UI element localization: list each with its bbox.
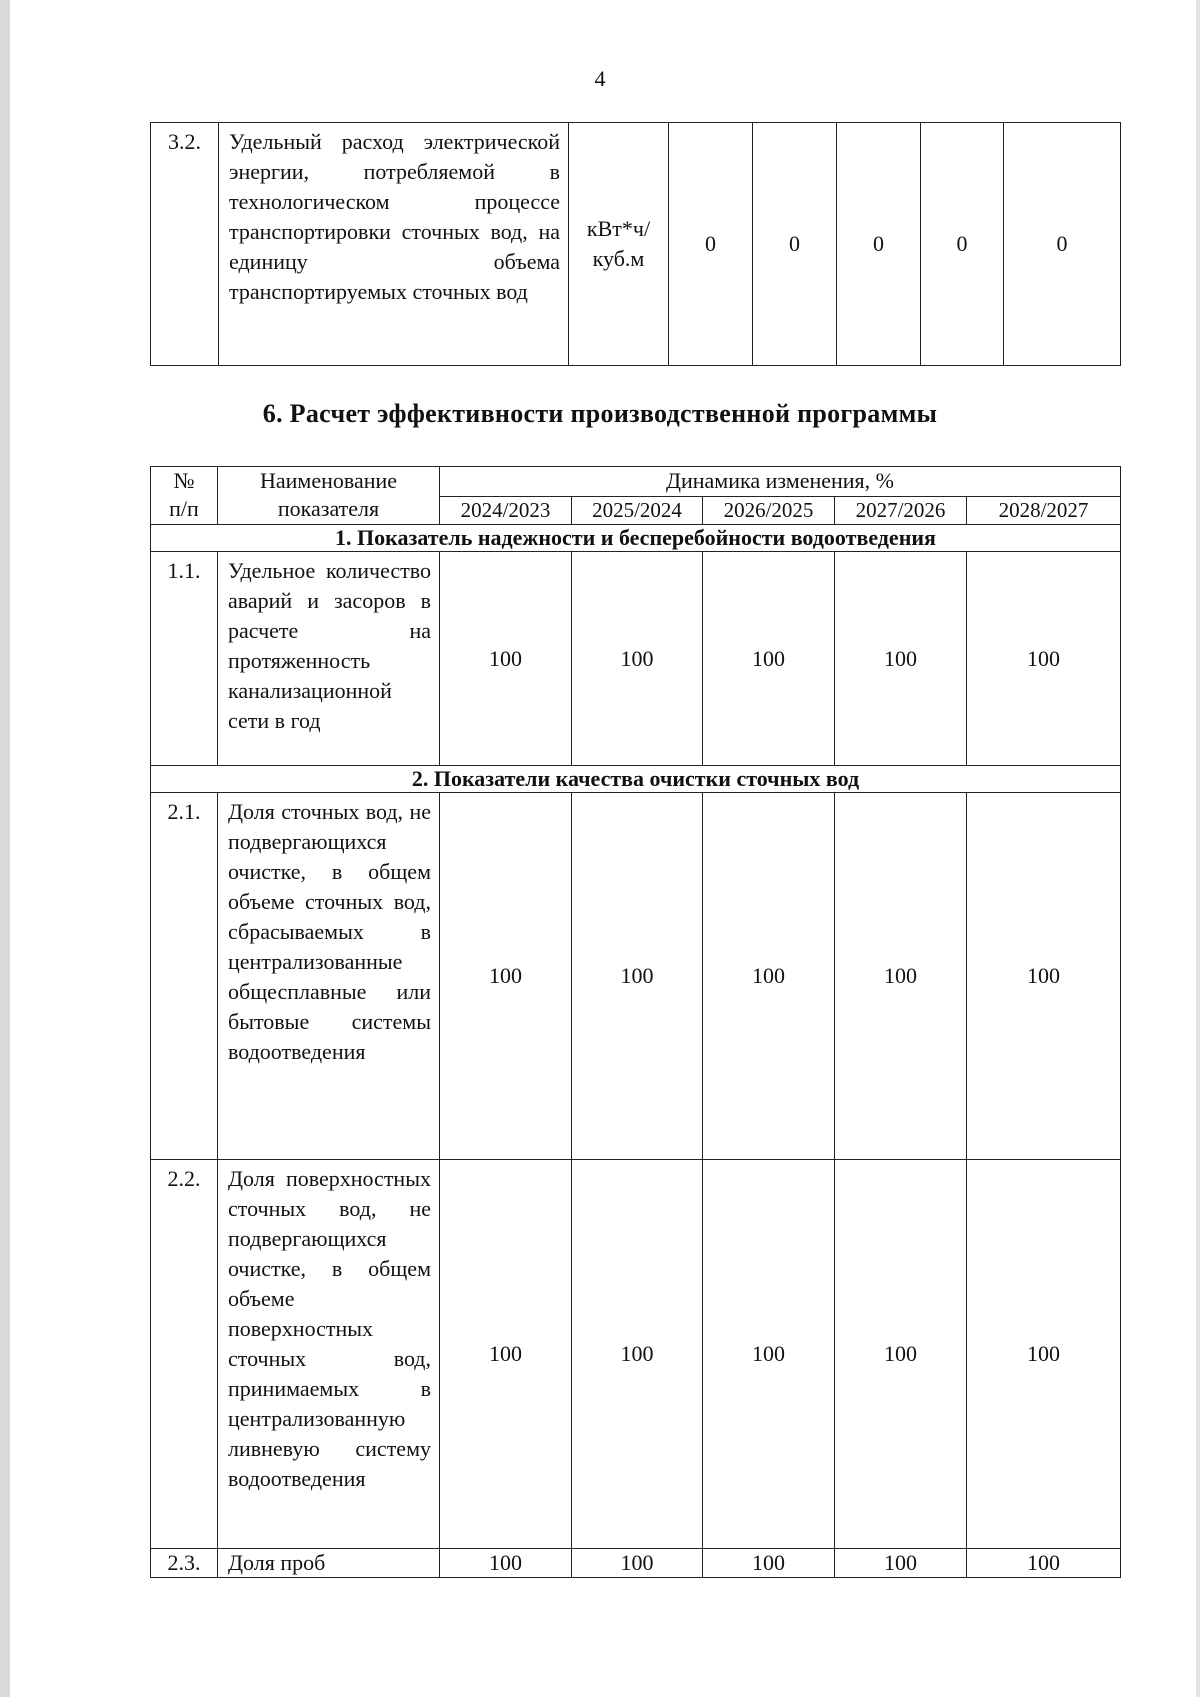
num-header-line: № xyxy=(173,468,195,493)
value-cell: 0 xyxy=(921,123,1004,366)
efficiency-table xyxy=(150,466,1121,1578)
table-row xyxy=(151,552,1121,766)
unit-line: кВт*ч/ xyxy=(586,216,651,241)
value-cell: 100 xyxy=(703,1549,835,1578)
indicator-name: Доля проб xyxy=(218,1549,440,1578)
year-header: 2025/2024 xyxy=(572,497,703,525)
num-header-line: п/п xyxy=(169,496,199,521)
year-header: 2028/2027 xyxy=(967,497,1121,525)
indicator-name: Доля поверхностных сточных вод, не подвергающихся очистке, в общем объеме поверхностных сточных вод, принимаемых в централизованную ливневую систему водоотведения xyxy=(218,1160,440,1549)
value-cell: 100 xyxy=(967,1160,1121,1549)
name-header-line: Наименование xyxy=(259,468,398,493)
group-title: 1. Показатель надежности и бесперебойности водоотведения xyxy=(151,525,1121,552)
table-row xyxy=(151,793,1121,1160)
table-row xyxy=(151,1549,1121,1578)
unit-cell xyxy=(569,123,669,366)
header-row xyxy=(151,467,1121,497)
value-cell: 100 xyxy=(440,552,572,766)
name-header xyxy=(218,467,440,525)
dynamics-header: Динамика изменения, % xyxy=(440,467,1121,497)
scan-right-edge xyxy=(1196,0,1200,1697)
row-number: 2.3. xyxy=(151,1549,218,1578)
name-header-line: показателя xyxy=(277,496,380,521)
table-row xyxy=(151,123,1121,366)
indicator-name: Удельный расход электрической энергии, потребляемой в технологическом процессе транспортировки сточных вод, на единицу объема транспортируемых сточных вод xyxy=(219,123,569,366)
scan-left-edge xyxy=(0,0,10,1697)
value-cell: 100 xyxy=(967,552,1121,766)
value-cell: 0 xyxy=(1004,123,1121,366)
group-row xyxy=(151,766,1121,793)
value-cell: 100 xyxy=(440,1549,572,1578)
value-cell: 100 xyxy=(440,793,572,1160)
row-number: 3.2. xyxy=(151,123,219,366)
row-number: 2.2. xyxy=(151,1160,218,1549)
value-cell: 0 xyxy=(669,123,753,366)
value-cell: 0 xyxy=(837,123,921,366)
group-row xyxy=(151,525,1121,552)
year-header: 2027/2026 xyxy=(835,497,967,525)
value-cell: 0 xyxy=(753,123,837,366)
page-number: 4 xyxy=(594,66,606,91)
row-number: 2.1. xyxy=(151,793,218,1160)
continued-table xyxy=(150,122,1121,366)
row-number: 1.1. xyxy=(151,552,218,766)
year-header: 2026/2025 xyxy=(703,497,835,525)
value-cell: 100 xyxy=(835,1160,967,1549)
value-cell: 100 xyxy=(572,1549,703,1578)
value-cell: 100 xyxy=(572,1160,703,1549)
value-cell: 100 xyxy=(703,1160,835,1549)
table-row xyxy=(151,1160,1121,1549)
year-header: 2024/2023 xyxy=(440,497,572,525)
value-cell: 100 xyxy=(967,1549,1121,1578)
group-title: 2. Показатели качества очистки сточных вод xyxy=(151,766,1121,793)
value-cell: 100 xyxy=(835,1549,967,1578)
value-cell: 100 xyxy=(967,793,1121,1160)
unit-line: куб.м xyxy=(592,246,645,271)
value-cell: 100 xyxy=(572,793,703,1160)
section-title: 6. Расчет эффективности производственной программы xyxy=(262,399,938,428)
indicator-name: Доля сточных вод, не подвергающихся очистке, в общем объеме сточных вод, сбрасываемых в централизованные общесплавные или бытовые системы водоотведения xyxy=(218,793,440,1160)
value-cell: 100 xyxy=(703,552,835,766)
value-cell: 100 xyxy=(572,552,703,766)
value-cell: 100 xyxy=(835,793,967,1160)
num-header xyxy=(151,467,218,525)
value-cell: 100 xyxy=(835,552,967,766)
value-cell: 100 xyxy=(703,793,835,1160)
indicator-name: Удельное количество аварий и засоров в расчете на протяженность канализационной сети в год xyxy=(218,552,440,766)
value-cell: 100 xyxy=(440,1160,572,1549)
